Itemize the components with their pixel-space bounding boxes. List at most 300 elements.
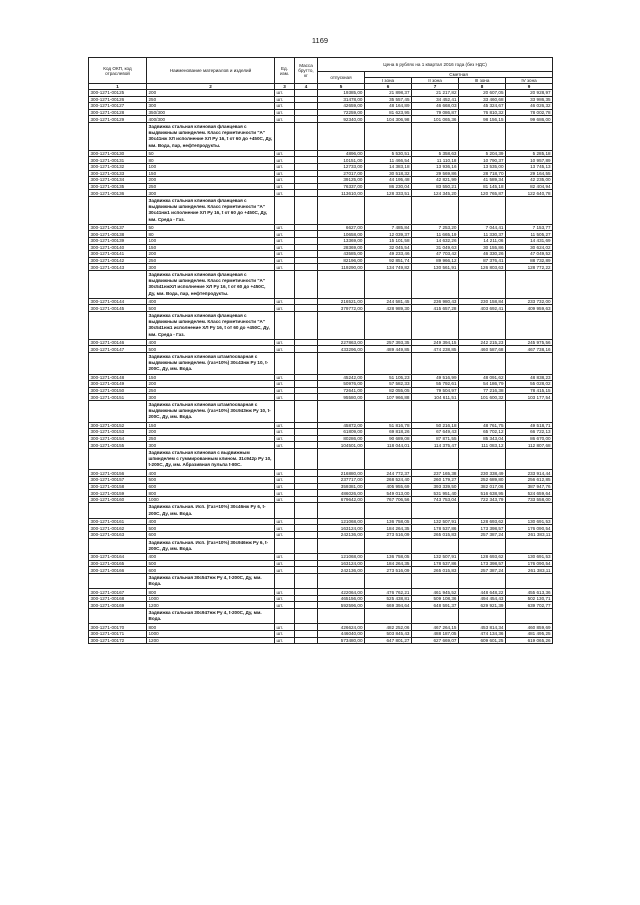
empty-cell bbox=[459, 400, 506, 422]
item-release-price: 76337,00 bbox=[318, 183, 365, 190]
item-zone-3-price: 28 718,70 bbox=[459, 170, 506, 177]
empty-cell bbox=[318, 270, 365, 298]
item-size: 200 bbox=[147, 429, 275, 436]
item-unit: шт. bbox=[275, 339, 295, 346]
table-row bbox=[89, 442, 553, 449]
item-mass bbox=[295, 589, 318, 596]
table-row bbox=[89, 477, 553, 484]
item-code: 300-1271-00139 bbox=[89, 237, 147, 244]
item-size: 400 bbox=[147, 470, 275, 477]
item-size: 300 bbox=[147, 264, 275, 271]
item-zone-3-price: 173 398,57 bbox=[459, 560, 506, 567]
empty-cell bbox=[365, 400, 412, 422]
empty-cell bbox=[318, 448, 365, 470]
item-code: 300-1271-00170 bbox=[89, 624, 147, 631]
item-code: 300-1271-00142 bbox=[89, 257, 147, 264]
item-code: 300-1271-00133 bbox=[89, 170, 147, 177]
item-zone-2-price: 11 110,18 bbox=[412, 157, 459, 164]
item-zone-1-price: 128 333,51 bbox=[365, 190, 412, 197]
item-unit: шт. bbox=[275, 183, 295, 190]
item-zone-2-price: 55 792,61 bbox=[412, 381, 459, 388]
item-zone-2-price: 130 561,91 bbox=[412, 264, 459, 271]
item-zone-1-price: 104 306,98 bbox=[365, 116, 412, 123]
item-mass bbox=[295, 224, 318, 231]
empty-cell bbox=[459, 503, 506, 518]
item-unit: шт. bbox=[275, 422, 295, 429]
item-zone-3-price: 382 017,06 bbox=[459, 483, 506, 490]
item-zone-2-price: 237 165,38 bbox=[412, 470, 459, 477]
item-zone-2-price: 83 550,21 bbox=[412, 183, 459, 190]
item-zone-4-price: 66 722,13 bbox=[506, 429, 553, 436]
item-code: 300-1271-00135 bbox=[89, 183, 147, 190]
item-zone-1-price: 273 516,09 bbox=[365, 532, 412, 539]
item-unit: шт. bbox=[275, 244, 295, 251]
item-unit: шт. bbox=[275, 567, 295, 574]
item-size: 80 bbox=[147, 231, 275, 238]
item-mass bbox=[295, 237, 318, 244]
item-unit: шт. bbox=[275, 190, 295, 197]
table-row bbox=[89, 490, 553, 497]
item-unit: шт. bbox=[275, 624, 295, 631]
item-release-price: 92340,00 bbox=[318, 116, 365, 123]
item-zone-3-price: 13 535,00 bbox=[459, 163, 506, 170]
header-estimate: Сметная bbox=[365, 72, 553, 78]
item-code: 300-1271-00172 bbox=[89, 637, 147, 644]
item-mass bbox=[295, 477, 318, 484]
item-code: 300-1271-00159 bbox=[89, 490, 147, 497]
item-release-price: 242136,00 bbox=[318, 532, 365, 539]
item-zone-2-price: 474 238,85 bbox=[412, 346, 459, 353]
item-size: 500 bbox=[147, 346, 275, 353]
section-description: Задвижка стальная. Исп. (Газ+10%) 30с946нж Ру 6, t-200С, Ду, мм. Вода. bbox=[147, 538, 275, 553]
item-zone-4-price: 130 691,53 bbox=[506, 554, 553, 561]
section-description: Задвижка стальная 30с947нж Ру 4, t-200С, Ду, мм. Вода. bbox=[147, 609, 275, 624]
item-zone-4-price: 48 838,23 bbox=[506, 374, 553, 381]
item-size: 50 bbox=[147, 150, 275, 157]
table-row bbox=[89, 90, 553, 97]
col-number: 9 bbox=[506, 84, 553, 90]
item-code: 300-1271-00171 bbox=[89, 631, 147, 638]
item-size: 80 bbox=[147, 157, 275, 164]
item-release-price: 42659,00 bbox=[318, 103, 365, 110]
section-description: Задвижка стальная клиновая фланцевая с выдвижным шпинделем. Класс герметичности "А" 30с541нж1 исполнение ХЛ Ру 16, t от 60 до +450С, Ду, мм. Среда - Газ. bbox=[147, 311, 275, 339]
item-zone-2-price: 89 966,12 bbox=[412, 257, 459, 264]
item-size: 1200 bbox=[147, 637, 275, 644]
item-zone-3-price: 453 814,34 bbox=[459, 624, 506, 631]
item-release-price: 43585,00 bbox=[318, 251, 365, 258]
item-size: 600 bbox=[147, 532, 275, 539]
item-mass bbox=[295, 470, 318, 477]
item-size: 800 bbox=[147, 624, 275, 631]
table-row bbox=[89, 163, 553, 170]
section-row bbox=[89, 609, 553, 624]
item-zone-2-price: 31 049,63 bbox=[412, 244, 459, 251]
item-code: 300-1271-00137 bbox=[89, 224, 147, 231]
item-release-price: 10658,00 bbox=[318, 231, 365, 238]
item-zone-2-price: 101 065,36 bbox=[412, 116, 459, 123]
item-zone-3-price: 85 343,04 bbox=[459, 435, 506, 442]
empty-cell bbox=[295, 270, 318, 298]
item-zone-3-price: 98 156,15 bbox=[459, 116, 506, 123]
page-number: 1169 bbox=[311, 36, 329, 45]
item-mass bbox=[295, 374, 318, 381]
item-code: 300-1271-00148 bbox=[89, 374, 147, 381]
table-row bbox=[89, 374, 553, 381]
item-size: 500 bbox=[147, 560, 275, 567]
empty-cell bbox=[295, 538, 318, 553]
item-code: 300-1271-00163 bbox=[89, 532, 147, 539]
empty-cell bbox=[295, 311, 318, 339]
item-size: 300 bbox=[147, 190, 275, 197]
table-row bbox=[89, 394, 553, 401]
item-code: 300-1271-00161 bbox=[89, 518, 147, 525]
item-code: 300-1271-00127 bbox=[89, 103, 147, 110]
empty-cell bbox=[275, 122, 295, 150]
header-zone-1: I зона bbox=[365, 78, 412, 84]
table-row bbox=[89, 435, 553, 442]
empty-cell bbox=[412, 609, 459, 624]
table-row bbox=[89, 602, 553, 609]
item-mass bbox=[295, 631, 318, 638]
item-release-price: 113610,00 bbox=[318, 190, 365, 197]
item-release-price: 163124,00 bbox=[318, 560, 365, 567]
item-zone-1-price: 503 845,43 bbox=[365, 631, 412, 638]
item-code: 300-1271-00164 bbox=[89, 554, 147, 561]
empty-cell bbox=[412, 311, 459, 339]
item-code: 300-1271-00150 bbox=[89, 387, 147, 394]
item-zone-1-price: 51 816,78 bbox=[365, 422, 412, 429]
item-mass bbox=[295, 637, 318, 644]
section-description: Задвижка стальная клиновая фланцевая с выдвижным шпинделем. Класс герметичности "А" 30с41нж1 исполнение ХЛ Ру 16, t от 60 до +450С, Ду, мм. Среда - Газ. bbox=[147, 196, 275, 224]
empty-cell bbox=[275, 196, 295, 224]
item-zone-3-price: 11 330,37 bbox=[459, 231, 506, 238]
item-release-price: 50976,00 bbox=[318, 381, 365, 388]
item-zone-4-price: 122 640,78 bbox=[506, 190, 553, 197]
item-zone-3-price: 403 692,41 bbox=[459, 305, 506, 312]
table-row bbox=[89, 560, 553, 567]
item-mass bbox=[295, 103, 318, 110]
item-size: 600 bbox=[147, 483, 275, 490]
item-unit: шт. bbox=[275, 150, 295, 157]
item-size: 300 bbox=[147, 394, 275, 401]
empty-cell bbox=[365, 573, 412, 588]
item-zone-1-price: 257 393,35 bbox=[365, 339, 412, 346]
item-release-price: 163124,00 bbox=[318, 525, 365, 532]
item-size: 100 bbox=[147, 163, 275, 170]
item-zone-3-price: 494 454,43 bbox=[459, 595, 506, 602]
col-number: 6 bbox=[365, 84, 412, 90]
item-zone-3-price: 30 155,86 bbox=[459, 244, 506, 251]
item-code: 300-1271-00157 bbox=[89, 477, 147, 484]
item-zone-2-price: 236 980,43 bbox=[412, 298, 459, 305]
item-zone-2-price: 178 537,86 bbox=[412, 560, 459, 567]
empty-cell bbox=[295, 573, 318, 588]
empty-cell bbox=[412, 270, 459, 298]
empty-cell bbox=[506, 196, 553, 224]
header-name: Наименование материалов и изделий bbox=[147, 58, 275, 84]
item-zone-4-price: 42 235,00 bbox=[506, 177, 553, 184]
item-zone-1-price: 51 105,23 bbox=[365, 374, 412, 381]
item-zone-4-price: 467 738,16 bbox=[506, 346, 553, 353]
item-unit: шт. bbox=[275, 518, 295, 525]
item-release-price: 6627,00 bbox=[318, 224, 365, 231]
item-size: 400 bbox=[147, 518, 275, 525]
item-zone-3-price: 48 091,62 bbox=[459, 374, 506, 381]
item-zone-2-price: 178 537,86 bbox=[412, 525, 459, 532]
empty-cell bbox=[318, 400, 365, 422]
empty-cell bbox=[459, 270, 506, 298]
item-unit: шт. bbox=[275, 237, 295, 244]
item-zone-4-price: 455 613,36 bbox=[506, 589, 553, 596]
item-mass bbox=[295, 251, 318, 258]
section-code-cell bbox=[89, 400, 147, 422]
item-unit: шт. bbox=[275, 532, 295, 539]
empty-cell bbox=[275, 538, 295, 553]
item-zone-2-price: 265 015,83 bbox=[412, 567, 459, 574]
col-number: 4 bbox=[295, 84, 318, 90]
item-zone-2-price: 627 669,07 bbox=[412, 637, 459, 644]
item-zone-3-price: 14 211,06 bbox=[459, 237, 506, 244]
item-zone-1-price: 14 383,18 bbox=[365, 163, 412, 170]
section-code-cell bbox=[89, 311, 147, 339]
item-mass bbox=[295, 170, 318, 177]
item-zone-4-price: 78 002,78 bbox=[506, 109, 553, 116]
item-unit: шт. bbox=[275, 374, 295, 381]
empty-cell bbox=[459, 573, 506, 588]
item-release-price: 61809,00 bbox=[318, 429, 365, 436]
empty-cell bbox=[275, 609, 295, 624]
empty-cell bbox=[506, 538, 553, 553]
item-code: 300-1271-00169 bbox=[89, 602, 147, 609]
empty-cell bbox=[459, 122, 506, 150]
item-zone-4-price: 20 928,97 bbox=[506, 90, 553, 97]
item-code: 300-1271-00156 bbox=[89, 470, 147, 477]
item-zone-4-price: 7 153,77 bbox=[506, 224, 553, 231]
empty-cell bbox=[318, 573, 365, 588]
section-code-cell bbox=[89, 573, 147, 588]
item-code: 300-1271-00131 bbox=[89, 157, 147, 164]
item-release-price: 216521,00 bbox=[318, 298, 365, 305]
empty-cell bbox=[412, 448, 459, 470]
item-zone-2-price: 21 217,82 bbox=[412, 90, 459, 97]
table-row bbox=[89, 637, 553, 644]
section-description: Задвижка стальная клиновая фланцевая с выдвижным шпинделем. Класс герметичности "А" 30с541нжХЛ исполнение ХЛ Ру 16, t от 60 до +450С, Ду, мм. Вода, пар, нефтепродукты. bbox=[147, 270, 275, 298]
price-table bbox=[88, 57, 553, 644]
item-size: 1000 bbox=[147, 595, 275, 602]
item-release-price: 227863,00 bbox=[318, 339, 365, 346]
item-unit: шт. bbox=[275, 298, 295, 305]
item-zone-1-price: 11 466,54 bbox=[365, 157, 412, 164]
item-unit: шт. bbox=[275, 394, 295, 401]
item-zone-1-price: 647 801,27 bbox=[365, 637, 412, 644]
section-code-cell bbox=[89, 352, 147, 374]
item-zone-1-price: 136 758,05 bbox=[365, 554, 412, 561]
item-zone-2-price: 488 187,05 bbox=[412, 631, 459, 638]
item-zone-2-price: 49 516,99 bbox=[412, 374, 459, 381]
item-size: 500 bbox=[147, 305, 275, 312]
empty-cell bbox=[275, 311, 295, 339]
table-row bbox=[89, 554, 553, 561]
empty-cell bbox=[412, 352, 459, 374]
section-description: Задвижка стальная 30с547нж Ру 4, t-200С, Ду, мм. Вода. bbox=[147, 573, 275, 588]
item-mass bbox=[295, 496, 318, 503]
empty-cell bbox=[412, 400, 459, 422]
item-release-price: 422064,00 bbox=[318, 589, 365, 596]
empty-cell bbox=[412, 196, 459, 224]
item-mass bbox=[295, 560, 318, 567]
section-row bbox=[89, 573, 553, 588]
item-mass bbox=[295, 183, 318, 190]
item-size: 250 bbox=[147, 96, 275, 103]
item-mass bbox=[295, 567, 318, 574]
table-row bbox=[89, 157, 553, 164]
empty-cell bbox=[412, 122, 459, 150]
item-zone-2-price: 42 821,99 bbox=[412, 177, 459, 184]
item-zone-3-price: 173 398,57 bbox=[459, 525, 506, 532]
col-number: 1 bbox=[89, 84, 147, 90]
item-zone-4-price: 261 383,11 bbox=[506, 567, 553, 574]
item-zone-1-price: 136 758,05 bbox=[365, 518, 412, 525]
table-row bbox=[89, 116, 553, 123]
item-release-price: 433296,00 bbox=[318, 346, 365, 353]
item-zone-2-price: 467 264,15 bbox=[412, 624, 459, 631]
item-zone-1-price: 268 524,40 bbox=[365, 477, 412, 484]
item-zone-4-price: 78 415,15 bbox=[506, 387, 553, 394]
item-zone-4-price: 33 986,35 bbox=[506, 96, 553, 103]
item-release-price: 95580,00 bbox=[318, 394, 365, 401]
item-size: 400 bbox=[147, 298, 275, 305]
item-zone-4-price: 11 505,27 bbox=[506, 231, 553, 238]
table-row bbox=[89, 109, 553, 116]
item-size: 400 bbox=[147, 554, 275, 561]
item-release-price: 465156,00 bbox=[318, 595, 365, 602]
item-release-price: 45242,00 bbox=[318, 374, 365, 381]
item-zone-1-price: 21 898,37 bbox=[365, 90, 412, 97]
section-code-cell bbox=[89, 448, 147, 470]
item-zone-1-price: 7 485,84 bbox=[365, 224, 412, 231]
item-zone-4-price: 619 065,26 bbox=[506, 637, 553, 644]
empty-cell bbox=[295, 122, 318, 150]
col-number: 7 bbox=[412, 84, 459, 90]
table-body bbox=[89, 90, 553, 644]
empty-cell bbox=[506, 122, 553, 150]
item-release-price: 72259,00 bbox=[318, 109, 365, 116]
item-zone-2-price: 249 394,15 bbox=[412, 339, 459, 346]
item-unit: шт. bbox=[275, 637, 295, 644]
item-zone-1-price: 48 164,89 bbox=[365, 103, 412, 110]
item-unit: шт. bbox=[275, 631, 295, 638]
header-release: отпускная bbox=[318, 72, 365, 84]
empty-cell bbox=[295, 400, 318, 422]
item-zone-3-price: 7 044,41 bbox=[459, 224, 506, 231]
table-row bbox=[89, 470, 553, 477]
item-size: 50 bbox=[147, 224, 275, 231]
item-zone-2-price: 260 179,27 bbox=[412, 477, 459, 484]
header-unit: Ед. изм. bbox=[275, 58, 295, 84]
section-code-cell bbox=[89, 503, 147, 518]
item-zone-1-price: 49 233,46 bbox=[365, 251, 412, 258]
item-size: 200 bbox=[147, 177, 275, 184]
item-code: 300-1271-00138 bbox=[89, 231, 147, 238]
table-row bbox=[89, 589, 553, 596]
item-zone-3-price: 65 702,12 bbox=[459, 429, 506, 436]
item-release-price: 679642,00 bbox=[318, 496, 365, 503]
empty-cell bbox=[295, 196, 318, 224]
item-mass bbox=[295, 387, 318, 394]
header-zone-3: III зона bbox=[459, 78, 506, 84]
empty-cell bbox=[365, 609, 412, 624]
item-zone-4-price: 82 404,94 bbox=[506, 183, 553, 190]
table-row bbox=[89, 177, 553, 184]
item-zone-1-price: 12 039,37 bbox=[365, 231, 412, 238]
item-mass bbox=[295, 305, 318, 312]
empty-cell bbox=[318, 609, 365, 624]
item-zone-1-price: 57 582,33 bbox=[365, 381, 412, 388]
item-zone-4-price: 55 028,02 bbox=[506, 381, 553, 388]
col-number: 3 bbox=[275, 84, 295, 90]
item-unit: шт. bbox=[275, 387, 295, 394]
item-unit: шт. bbox=[275, 257, 295, 264]
item-release-price: 446040,00 bbox=[318, 631, 365, 638]
item-mass bbox=[295, 532, 318, 539]
section-code-cell bbox=[89, 196, 147, 224]
item-zone-1-price: 482 252,06 bbox=[365, 624, 412, 631]
item-size: 250 bbox=[147, 257, 275, 264]
item-release-price: 31478,00 bbox=[318, 96, 365, 103]
item-zone-2-price: 393 339,50 bbox=[412, 483, 459, 490]
item-unit: шт. bbox=[275, 157, 295, 164]
item-zone-3-price: 460 587,68 bbox=[459, 346, 506, 353]
item-zone-1-price: 489 449,85 bbox=[365, 346, 412, 353]
item-zone-3-price: 77 216,38 bbox=[459, 387, 506, 394]
item-code: 300-1271-00134 bbox=[89, 177, 147, 184]
item-size: 150 bbox=[147, 170, 275, 177]
item-mass bbox=[295, 163, 318, 170]
item-zone-2-price: 265 015,83 bbox=[412, 532, 459, 539]
item-release-price: 28369,00 bbox=[318, 244, 365, 251]
empty-cell bbox=[506, 400, 553, 422]
item-zone-4-price: 733 558,00 bbox=[506, 496, 553, 503]
item-mass bbox=[295, 381, 318, 388]
item-unit: шт. bbox=[275, 477, 295, 484]
item-zone-2-price: 132 507,91 bbox=[412, 554, 459, 561]
item-release-price: 379772,00 bbox=[318, 305, 365, 312]
item-unit: шт. bbox=[275, 442, 295, 449]
item-mass bbox=[295, 190, 318, 197]
item-release-price: 13369,00 bbox=[318, 237, 365, 244]
item-zone-3-price: 257 387,24 bbox=[459, 532, 506, 539]
empty-cell bbox=[506, 270, 553, 298]
item-mass bbox=[295, 109, 318, 116]
item-size: 1000 bbox=[147, 631, 275, 638]
item-mass bbox=[295, 150, 318, 157]
empty-cell bbox=[412, 503, 459, 518]
section-row bbox=[89, 352, 553, 374]
section-code-cell bbox=[89, 609, 147, 624]
item-zone-1-price: 69 818,26 bbox=[365, 429, 412, 436]
item-code: 300-1271-00168 bbox=[89, 595, 147, 602]
item-code: 300-1271-00140 bbox=[89, 244, 147, 251]
item-unit: шт. bbox=[275, 90, 295, 97]
empty-cell bbox=[365, 311, 412, 339]
empty-cell bbox=[459, 538, 506, 553]
item-unit: шт. bbox=[275, 346, 295, 353]
empty-cell bbox=[318, 122, 365, 150]
item-code: 300-1271-00162 bbox=[89, 525, 147, 532]
item-mass bbox=[295, 595, 318, 602]
item-zone-1-price: 35 557,45 bbox=[365, 96, 412, 103]
item-release-price: 592596,00 bbox=[318, 602, 365, 609]
